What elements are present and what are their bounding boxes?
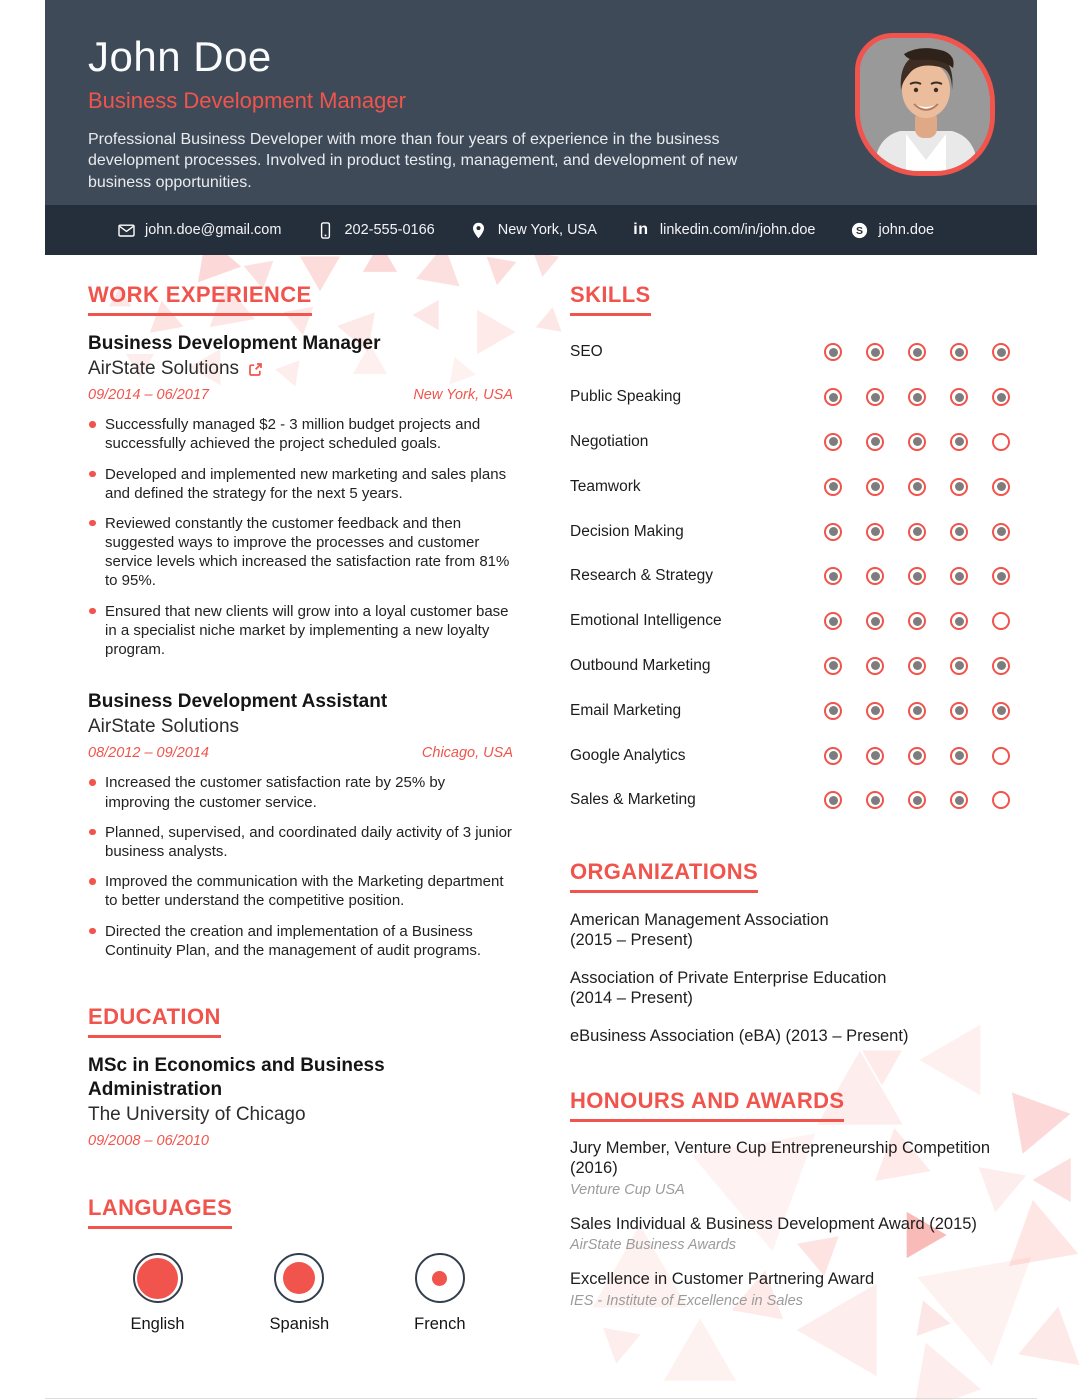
skill-rating-dots [824, 612, 1010, 630]
rating-dot-inner [913, 706, 922, 715]
external-link-icon[interactable] [248, 362, 263, 377]
rating-dot-filled [950, 702, 968, 720]
skill-rating-dots [824, 791, 1010, 809]
rating-dot-inner [955, 706, 964, 715]
rating-dot-filled [824, 791, 842, 809]
svg-text:S: S [855, 224, 863, 237]
contact-item-skype[interactable] [850, 221, 934, 239]
job-location: New York, USA [413, 387, 513, 404]
honour-issuer: Venture Cup USA [570, 1181, 685, 1198]
honour-item [570, 1269, 1010, 1308]
contact-email-text: john.doe@gmail.com [145, 222, 282, 238]
skill-rating-dots [824, 702, 1010, 720]
language-name: French [414, 1315, 466, 1334]
rating-dot-filled [950, 657, 968, 675]
rating-dot-inner [913, 348, 922, 357]
skill-name: Negotiation [570, 432, 649, 450]
language-item [270, 1253, 330, 1334]
rating-dot-inner [997, 527, 1006, 536]
rating-dot-filled [824, 567, 842, 585]
organizations-section [570, 859, 1010, 1046]
rating-dot-filled [908, 388, 926, 406]
skills-heading: SKILLS [570, 282, 651, 316]
honour-title: Jury Member, Venture Cup Entrepreneurship Competition (2016) [570, 1139, 991, 1178]
language-level-circle [415, 1253, 465, 1303]
rating-dot-inner [871, 796, 880, 805]
job-bullet: Planned, supervised, and coordinated daily activity of 3 junior business analysts. [88, 823, 513, 861]
rating-dot-inner [829, 393, 838, 402]
skill-name: SEO [570, 343, 603, 361]
rating-dot-filled [950, 343, 968, 361]
rating-dot-filled [992, 478, 1010, 496]
phone-icon [316, 221, 334, 239]
rating-dot-filled [866, 478, 884, 496]
skill-row [570, 330, 1010, 375]
rating-dot-inner [955, 661, 964, 670]
organization-name: American Management Association [570, 910, 829, 929]
rating-dot-inner [913, 572, 922, 581]
rating-dot-filled [992, 523, 1010, 541]
linkedin-icon: in [633, 221, 649, 238]
honour-issuer: AirState Business Awards [570, 1237, 737, 1254]
rating-dot-inner [829, 706, 838, 715]
rating-dot-filled [824, 478, 842, 496]
skill-rating-dots [824, 388, 1010, 406]
skill-rating-dots [824, 433, 1010, 451]
organization-name: Association of Private Enterprise Education [570, 968, 887, 987]
organization-item [570, 910, 1010, 951]
rating-dot-empty [992, 791, 1010, 809]
rating-dot-filled [950, 478, 968, 496]
rating-dot-filled [950, 791, 968, 809]
rating-dot-inner [871, 661, 880, 670]
job-entry [88, 332, 513, 659]
contact-item-phone[interactable] [316, 221, 434, 239]
skill-list [570, 330, 1010, 823]
skill-name: Decision Making [570, 522, 684, 540]
job-list [88, 332, 513, 960]
organization-item [570, 968, 1010, 1009]
rating-dot-inner [871, 751, 880, 760]
skill-row [570, 464, 1010, 509]
languages-heading: LANGUAGES [88, 1195, 232, 1229]
rating-dot-inner [829, 572, 838, 581]
rating-dot-inner [997, 661, 1006, 670]
rating-dot-filled [866, 702, 884, 720]
rating-dot-filled [908, 343, 926, 361]
skill-name: Email Marketing [570, 701, 682, 719]
rating-dot-filled [908, 567, 926, 585]
person-name: John Doe [88, 33, 272, 80]
content-area [45, 255, 1037, 1334]
honour-title: Sales Individual & Business Development Award (2015) [570, 1214, 977, 1233]
left-column [88, 282, 513, 1334]
rating-dot-inner [913, 527, 922, 536]
rating-dot-inner [955, 482, 964, 491]
rating-dot-inner [871, 348, 880, 357]
job-dates: 09/2014 – 06/2017 [88, 387, 209, 404]
rating-dot-filled [992, 343, 1010, 361]
rating-dot-inner [829, 437, 838, 446]
rating-dot-inner [955, 796, 964, 805]
languages-section [88, 1195, 513, 1334]
organization-period: (2014 – Present) [570, 989, 693, 1008]
language-name: English [130, 1315, 185, 1334]
contact-phone-text: 202-555-0166 [344, 222, 435, 238]
rating-dot-filled [824, 433, 842, 451]
language-level-circle [133, 1253, 183, 1303]
job-company-name: AirState Solutions [88, 358, 240, 380]
honour-item [570, 1214, 1010, 1253]
rating-dot-empty [992, 612, 1010, 630]
language-item [130, 1253, 184, 1334]
rating-dot-inner [997, 393, 1006, 402]
rating-dot-filled [866, 388, 884, 406]
skill-name: Google Analytics [570, 746, 686, 764]
rating-dot-filled [824, 747, 842, 765]
rating-dot-inner [871, 706, 880, 715]
job-title-text: Business Development Assistant [88, 691, 388, 713]
portrait-illustration [860, 38, 992, 173]
language-name: Spanish [269, 1315, 330, 1334]
organization-name: eBusiness Association (eBA) [570, 1026, 781, 1045]
rating-dot-inner [997, 706, 1006, 715]
rating-dot-inner [955, 751, 964, 760]
rating-dot-filled [866, 657, 884, 675]
skill-name: Sales & Marketing [570, 791, 696, 809]
job-bullet: Improved the communication with the Marketing department to better understand the competitive position. [88, 872, 513, 910]
job-meta-row [88, 387, 513, 403]
skill-row [570, 375, 1010, 420]
job-bullet: Ensured that new clients will grow into a loyal customer base in a specialist niche market by implementing a new loyalty program. [88, 602, 513, 660]
rating-dot-filled [908, 478, 926, 496]
rating-dot-inner [829, 751, 838, 760]
skill-rating-dots [824, 343, 1010, 361]
skills-section [570, 282, 1010, 823]
language-level-fill [137, 1258, 178, 1299]
rating-dot-empty [992, 433, 1010, 451]
job-company-name: AirState Solutions [88, 716, 240, 738]
rating-dot-filled [866, 567, 884, 585]
rating-dot-inner [829, 527, 838, 536]
organization-item [570, 1026, 1010, 1046]
job-bullet-list [88, 415, 513, 659]
rating-dot-inner [871, 393, 880, 402]
rating-dot-inner [913, 661, 922, 670]
rating-dot-inner [955, 393, 964, 402]
skill-rating-dots [824, 657, 1010, 675]
skill-row [570, 733, 1010, 778]
rating-dot-inner [871, 572, 880, 581]
job-company-row [88, 716, 513, 738]
rating-dot-inner [829, 482, 838, 491]
contact-skype-text: john.doe [878, 222, 935, 238]
job-bullet: Successfully managed $2 - 3 million budget projects and successfully achieved the project scheduled goals. [88, 415, 513, 453]
skill-row [570, 509, 1010, 554]
rating-dot-filled [908, 433, 926, 451]
rating-dot-inner [913, 617, 922, 626]
job-bullet: Developed and implemented new marketing and sales plans and defined the strategy for the next 5 years. [88, 465, 513, 503]
rating-dot-filled [866, 791, 884, 809]
rating-dot-filled [950, 567, 968, 585]
rating-dot-inner [997, 348, 1006, 357]
rating-dot-filled [908, 523, 926, 541]
skill-name: Emotional Intelligence [570, 612, 722, 630]
skill-row [570, 644, 1010, 689]
job-title-text: Business Development Manager [88, 333, 381, 354]
page-bottom-edge [45, 1398, 1037, 1399]
rating-dot-inner [955, 572, 964, 581]
rating-dot-filled [866, 433, 884, 451]
work-experience-heading: WORK EXPERIENCE [88, 282, 312, 316]
contact-item-location[interactable] [470, 221, 597, 239]
rating-dot-empty [992, 747, 1010, 765]
profile-photo [855, 33, 995, 176]
honours-section [570, 1088, 1010, 1309]
rating-dot-filled [908, 702, 926, 720]
honour-issuer: IES - Institute of Excellence in Sales [570, 1292, 803, 1309]
job-entry [88, 690, 513, 960]
rating-dot-filled [824, 523, 842, 541]
honour-item [570, 1138, 1010, 1198]
language-list [88, 1253, 508, 1334]
skill-rating-dots [824, 523, 1010, 541]
job-bullet: Increased the customer satisfaction rate by 25% by improving the customer service. [88, 773, 513, 811]
contact-item-email[interactable] [117, 221, 281, 239]
contact-bar [45, 205, 1037, 255]
header [45, 0, 1037, 205]
rating-dot-inner [829, 617, 838, 626]
job-bullet: Reviewed constantly the customer feedback and then suggested ways to improve the processes and customer service levels which increased the satisfaction rate from 81% to 95%. [88, 514, 513, 591]
job-location: Chicago, USA [421, 745, 513, 762]
education-dates: 09/2008 – 06/2010 [88, 1133, 209, 1150]
skill-row [570, 778, 1010, 823]
rating-dot-inner [913, 393, 922, 402]
rating-dot-inner [829, 796, 838, 805]
organizations-heading: ORGANIZATIONS [570, 859, 758, 893]
rating-dot-filled [950, 612, 968, 630]
education-school: The University of Chicago [88, 1104, 306, 1126]
rating-dot-inner [955, 617, 964, 626]
rating-dot-inner [871, 617, 880, 626]
rating-dot-inner [997, 572, 1006, 581]
skill-row [570, 554, 1010, 599]
rating-dot-filled [950, 747, 968, 765]
rating-dot-inner [913, 751, 922, 760]
rating-dot-inner [955, 437, 964, 446]
skill-row [570, 420, 1010, 465]
language-level-fill [432, 1271, 447, 1286]
education-heading: EDUCATION [88, 1004, 221, 1038]
rating-dot-inner [997, 482, 1006, 491]
skill-rating-dots [824, 478, 1010, 496]
job-dates: 08/2012 – 09/2014 [88, 745, 209, 762]
contact-item-linkedin[interactable] [632, 221, 816, 239]
rating-dot-inner [955, 348, 964, 357]
skill-name: Outbound Marketing [570, 656, 711, 674]
rating-dot-filled [824, 388, 842, 406]
education-degree: MSc in Economics and Business Administration [88, 1054, 385, 1100]
skill-name: Public Speaking [570, 388, 682, 406]
rating-dot-filled [992, 657, 1010, 675]
rating-dot-filled [866, 343, 884, 361]
honours-heading: HONOURS AND AWARDS [570, 1088, 844, 1122]
rating-dot-inner [913, 796, 922, 805]
rating-dot-filled [824, 702, 842, 720]
job-bullet: Directed the creation and implementation of a Business Continuity Plan, and the management of audit programs. [88, 922, 513, 960]
mail-icon [117, 221, 135, 239]
skill-rating-dots [824, 747, 1010, 765]
honour-title: Excellence in Customer Partnering Award [570, 1270, 875, 1289]
right-column [570, 282, 1010, 1334]
language-level-circle [274, 1253, 324, 1303]
skill-name: Research & Strategy [570, 567, 714, 585]
rating-dot-filled [908, 612, 926, 630]
contact-linkedin-text: linkedin.com/in/john.doe [659, 222, 816, 238]
organization-list [570, 910, 1010, 1046]
skill-row [570, 599, 1010, 644]
education-section [88, 1004, 513, 1150]
person-job-title: Business Development Manager [88, 88, 406, 114]
job-bullet-list [88, 773, 513, 960]
location-pin-icon [470, 221, 488, 239]
skype-icon [850, 221, 868, 239]
rating-dot-filled [950, 433, 968, 451]
contact-location-text: New York, USA [497, 222, 597, 238]
rating-dot-inner [871, 527, 880, 536]
rating-dot-inner [913, 482, 922, 491]
language-level-fill [283, 1262, 315, 1294]
organization-period: (2015 – Present) [570, 931, 693, 950]
rating-dot-inner [871, 482, 880, 491]
rating-dot-filled [824, 612, 842, 630]
rating-dot-filled [908, 747, 926, 765]
resume-card [45, 0, 1037, 1334]
skill-row [570, 688, 1010, 733]
rating-dot-inner [871, 437, 880, 446]
rating-dot-filled [950, 388, 968, 406]
rating-dot-filled [908, 791, 926, 809]
rating-dot-inner [829, 661, 838, 670]
job-meta-row [88, 745, 513, 761]
rating-dot-inner [829, 348, 838, 357]
rating-dot-filled [992, 702, 1010, 720]
honour-list [570, 1138, 1010, 1309]
skill-rating-dots [824, 567, 1010, 585]
rating-dot-filled [866, 612, 884, 630]
profile-summary: Professional Business Developer with more than four years of experience in the business development processes. Involved in product testing, management, and development of new business opportunities. [88, 131, 738, 191]
rating-dot-filled [824, 343, 842, 361]
rating-dot-filled [866, 523, 884, 541]
rating-dot-filled [824, 657, 842, 675]
rating-dot-filled [992, 567, 1010, 585]
organization-period: (2013 – Present) [780, 1026, 909, 1045]
rating-dot-inner [955, 527, 964, 536]
rating-dot-filled [908, 657, 926, 675]
rating-dot-filled [992, 388, 1010, 406]
rating-dot-filled [866, 747, 884, 765]
rating-dot-inner [913, 437, 922, 446]
job-company-row [88, 358, 513, 380]
work-experience-section [88, 282, 513, 960]
rating-dot-filled [950, 523, 968, 541]
skill-name: Teamwork [570, 477, 641, 495]
language-item [414, 1253, 465, 1334]
